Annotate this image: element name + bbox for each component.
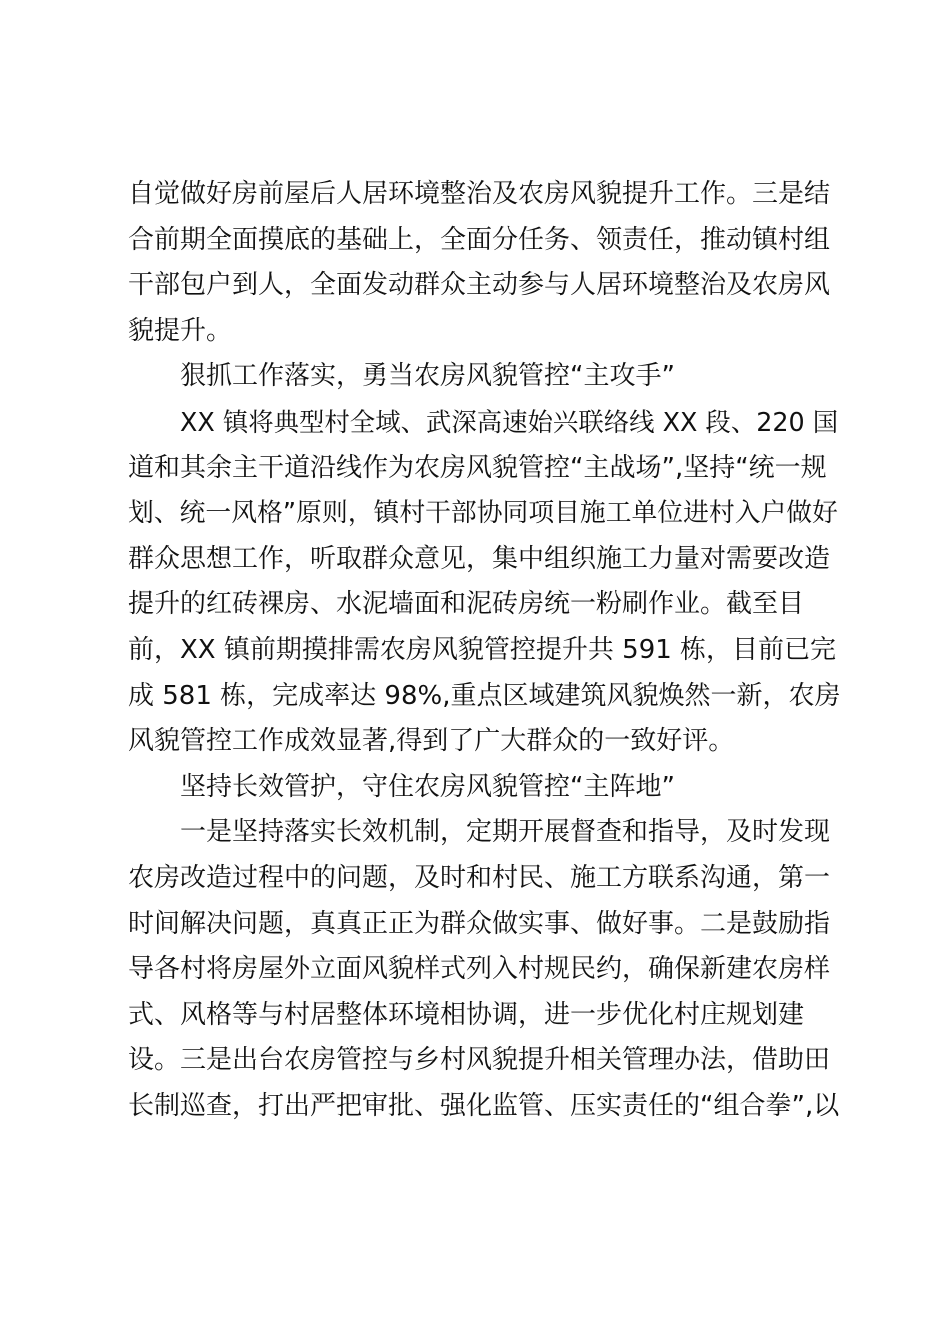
- document-body: [128, 172, 841, 1129]
- text-line: 划、统一风格”原则，镇村干部协同项目施工单位进村入户做好: [128, 498, 838, 529]
- text-line: 道和其余主干道沿线作为农房风貌管控“主战场”,坚持“统一规: [128, 452, 827, 483]
- text-line: 前，XX 镇前期摸排需农房风貌管控提升共 591 栋，目前已完: [128, 634, 837, 665]
- text-line: 时间解决问题，真真正正为群众做实事、做好事。二是鼓励指: [128, 908, 831, 939]
- text-line: 群众思想工作，听取群众意见，集中组织施工力量对需要改造: [128, 543, 831, 574]
- text-line: 一是坚持落实长效机制，定期开展督查和指导，及时发现: [180, 817, 831, 848]
- text-line: 合前期全面摸底的基础上，全面分任务、领责任，推动镇村组: [128, 224, 831, 255]
- text-line: XX 镇将典型村全域、武深高速始兴联络线 XX 段、220 国: [180, 406, 839, 437]
- text-line: 导各村将房屋外立面风貌样式列入村规民约，确保新建农房样: [128, 954, 831, 985]
- text-line: 貌提升。: [128, 315, 233, 346]
- text-line: 设。三是出台农房管控与乡村风貌提升相关管理办法，借助田: [128, 1045, 831, 1076]
- text-line: 长制巡查，打出严把审批、强化监管、压实责任的“组合拳”,以: [128, 1090, 840, 1121]
- text-line: 自觉做好房前屋后人居环境整治及农房风貌提升工作。三是结: [128, 179, 831, 209]
- text-line: 式、风格等与村居整体环境相协调，进一步优化村庄规划建: [128, 999, 805, 1030]
- text-line: 干部包户到人，全面发动群众主动参与人居环境整治及农房风: [128, 270, 831, 301]
- text-line: 狠抓工作落实，勇当农房风貌管控“主攻手”: [180, 361, 675, 392]
- text-line: 成 581 栋，完成率达 98%,重点区域建筑风貌焕然一新，农房: [128, 680, 841, 711]
- text-line: 风貌管控工作成效显著,得到了广大群众的一致好评。: [128, 726, 735, 757]
- text-line: 农房改造过程中的问题，及时和村民、施工方联系沟通，第一: [128, 862, 831, 893]
- text-line: 坚持长效管护，守住农房风貌管控“主阵地”: [180, 771, 675, 802]
- text-line: 提升的红砖裸房、水泥墙面和泥砖房统一粉刷作业。截至目: [128, 589, 805, 620]
